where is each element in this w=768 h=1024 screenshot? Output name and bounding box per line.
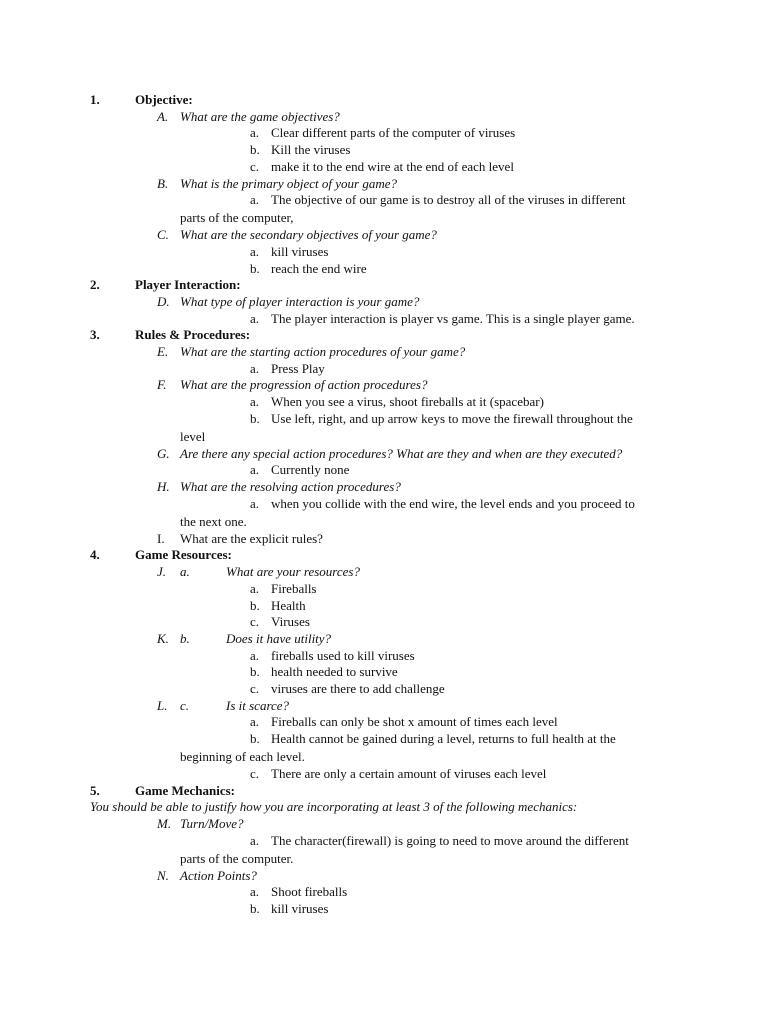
section-intro: You should be able to justify how you are incorporating at least 3 of the following mechanics: — [90, 799, 578, 815]
answer-letter: a. — [250, 832, 260, 848]
question-text: What are the game objectives? — [180, 108, 340, 124]
section-number: 2. — [90, 277, 100, 293]
answer-text: Use left, right, and up arrow keys to move the firewall throughout the — [271, 410, 633, 426]
question-letter: B. — [157, 175, 169, 191]
answer-text: Clear different parts of the computer of viruses — [271, 125, 516, 141]
answer-text: when you collide with the end wire, the level ends and you proceed to — [271, 495, 635, 511]
question-letter: L. — [157, 697, 168, 713]
answer-letter: b. — [250, 597, 260, 613]
answer-letter: b. — [250, 901, 260, 917]
answer-text: Health cannot be gained during a level, returns to full health at the — [271, 731, 616, 747]
answer-letter: b. — [250, 664, 260, 680]
answer-letter: a. — [250, 495, 260, 511]
section-title: Player Interaction: — [135, 277, 241, 293]
question-text: What are your resources? — [226, 564, 360, 580]
answer-letter: c. — [250, 766, 260, 781]
answer-text: Currently none — [271, 462, 350, 478]
answer-text: Viruses — [271, 614, 310, 630]
answer-continuation: parts of the computer. — [180, 851, 294, 866]
answer-letter: b. — [250, 142, 260, 158]
answer-text: Press Play — [271, 360, 325, 376]
answer-text: Health — [271, 597, 306, 613]
answer-letter: a. — [250, 310, 260, 326]
question-letter: K. — [157, 630, 169, 646]
answer-letter: b. — [250, 410, 260, 426]
answer-text: There are only a certain amount of viruses each level — [271, 766, 547, 781]
answer-text: kill viruses — [271, 243, 329, 259]
question-letter: F. — [157, 377, 167, 393]
question-letter: N. — [157, 867, 169, 883]
answer-text: The objective of our game is to destroy all of the viruses in different — [271, 192, 626, 208]
answer-text: Shoot fireballs — [271, 884, 348, 900]
answer-letter: a. — [250, 647, 260, 663]
answer-letter: a. — [250, 125, 260, 141]
answer-letter: b. — [250, 731, 260, 747]
question-text: Are there any special action procedures? What are they and when are they executed? — [180, 445, 623, 461]
answer-letter: c. — [250, 614, 260, 630]
question-letter: G. — [157, 445, 170, 461]
answer-letter: a. — [250, 714, 260, 730]
answer-letter: b. — [250, 260, 260, 276]
answer-continuation: parts of the computer, — [180, 210, 294, 226]
section-number: 1. — [90, 92, 100, 107]
answer-text: Kill the viruses — [271, 142, 351, 158]
question-text: Is it scarce? — [226, 697, 290, 713]
answer-letter: a. — [250, 394, 260, 410]
question-text: What are the progression of action procedures? — [180, 377, 428, 393]
question-letter: E. — [157, 344, 169, 359]
answer-text: When you see a virus, shoot fireballs at it (spacebar) — [271, 394, 544, 410]
answer-text: Fireballs — [271, 580, 317, 596]
answer-continuation: beginning of each level. — [180, 749, 305, 765]
question-letter: H. — [157, 479, 170, 495]
question-text: What type of player interaction is your game? — [180, 293, 420, 309]
section-title: Objective: — [135, 92, 193, 107]
answer-text: kill viruses — [271, 901, 329, 917]
section-number: 3. — [90, 327, 100, 343]
section-title: Game Mechanics: — [135, 782, 236, 798]
answer-text: health needed to survive — [271, 664, 398, 680]
question-letter: A. — [157, 108, 169, 124]
answer-letter: a. — [250, 462, 260, 478]
answer-letter: a. — [250, 243, 260, 259]
answer-text: fireballs used to kill viruses — [271, 647, 415, 663]
answer-text: reach the end wire — [271, 260, 367, 276]
question-text: What is the primary object of your game? — [180, 175, 397, 191]
answer-continuation: the next one. — [180, 514, 247, 529]
answer-continuation: level — [180, 429, 206, 444]
question-letter: C. — [157, 227, 169, 243]
answer-letter: a. — [250, 884, 260, 900]
section-title: Rules & Procedures: — [135, 327, 251, 343]
answer-letter: c. — [250, 158, 260, 174]
question-text: What are the resolving action procedures? — [180, 479, 401, 495]
question-letter: J. — [157, 564, 167, 580]
question-letter: I. — [157, 530, 165, 546]
answer-text: The player interaction is player vs game. This is a single player game. — [271, 310, 635, 326]
question-text: Does it have utility? — [226, 630, 332, 646]
answer-text: The character(firewall) is going to need to move around the different — [271, 832, 629, 848]
answer-text: Fireballs can only be shot x amount of times each level — [271, 714, 558, 730]
section-number: 5. — [90, 782, 100, 798]
question-sub-letter: b. — [180, 630, 190, 646]
question-text: Turn/Move? — [180, 816, 244, 832]
answer-letter: c. — [250, 681, 260, 696]
question-text: What are the explicit rules? — [180, 530, 323, 546]
answer-text: make it to the end wire at the end of each level — [271, 158, 514, 174]
question-sub-letter: a. — [180, 564, 190, 580]
question-sub-letter: c. — [180, 697, 190, 713]
section-number: 4. — [90, 547, 100, 563]
question-text: Action Points? — [180, 867, 257, 883]
answer-letter: a. — [250, 192, 260, 208]
answer-letter: a. — [250, 360, 260, 376]
answer-letter: a. — [250, 580, 260, 596]
answer-text: viruses are there to add challenge — [271, 681, 445, 696]
section-title: Game Resources: — [135, 547, 232, 563]
question-letter: M. — [157, 816, 172, 832]
question-text: What are the starting action procedures of your game? — [180, 344, 466, 359]
question-text: What are the secondary objectives of your game? — [180, 227, 437, 243]
question-letter: D. — [157, 293, 170, 309]
